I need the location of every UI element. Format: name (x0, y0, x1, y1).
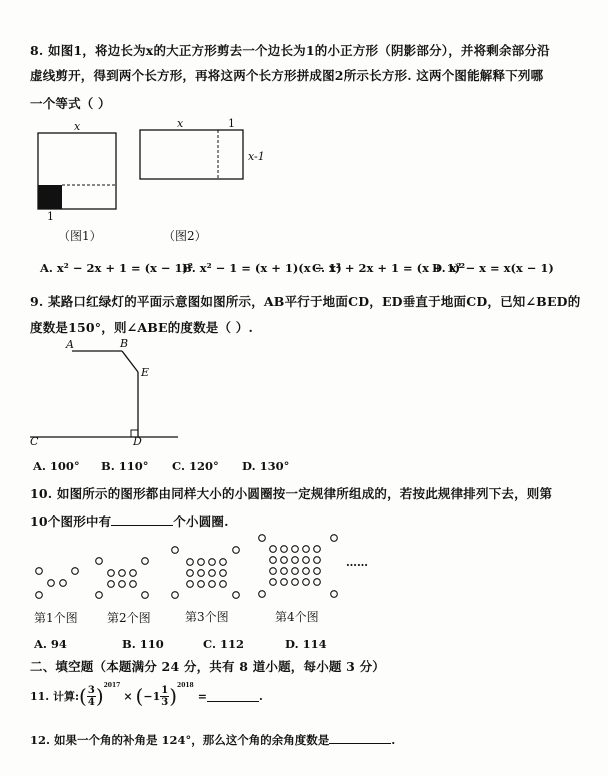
fig2-rectangle (140, 130, 243, 179)
q10-line2 (30, 512, 229, 530)
q8-option-b: B. x² − 1 = (x + 1)(x − 1) (182, 261, 342, 275)
q9-option-b: B. 110° (101, 459, 149, 473)
figure-caption-3: 第3个图 (185, 610, 229, 624)
fig1-bottom-label: 1 (47, 210, 54, 223)
q9-line2: 度数是150°，则∠ABE的度数是（ ）. (30, 320, 254, 335)
fig2-side-label: x-1 (248, 150, 265, 163)
q8-line2: 虚线剪开，得到两个长方形，再将这两个长方形拼成图2所示长方形. 这两个图能解释下列哪 (30, 68, 544, 83)
section-title: 二、填空题（本题满分 24 分，共有 8 道小题，每小题 3 分） (30, 659, 386, 674)
fraction-1-3: $\frac{1}{3}$ (161, 684, 169, 708)
figure-caption-1: 第1个图 (34, 611, 78, 625)
q11-prefix: 11. 计算: (30, 690, 80, 703)
q9-option-d: D. 130° (242, 459, 290, 473)
q11-answer-blank[interactable] (207, 691, 259, 702)
q12-answer-blank[interactable] (329, 733, 391, 744)
fig1-top-label: x (74, 120, 81, 133)
q12-text: 12. 如果一个角的补角是 124°，那么这个角的余角度数是 (30, 733, 330, 747)
label-b: B (120, 337, 129, 350)
fig1-caption: （图1） (58, 229, 102, 243)
q11-expression: 11. 计算: ( $\frac{3}{4}$ ) $^{2017}$ × ( −1 $\frac{1}{3}$ ) $^{2018}$ = . (30, 682, 263, 708)
figure-caption-2: 第2个图 (107, 611, 151, 625)
q10-option-a: A. 94 (34, 637, 67, 651)
q8-option-a: A. x² − 2x + 1 = (x − 1)² (40, 261, 194, 275)
q10-option-b: B. 110 (122, 637, 164, 651)
segment-be (122, 351, 138, 372)
times-sign: × (123, 689, 133, 703)
q10-option-c: C. 112 (203, 637, 244, 651)
q10-line2-suffix: 个小圆圈. (173, 514, 229, 529)
q9-option-a: A. 100° (33, 459, 80, 473)
q10-option-d: D. 114 (285, 637, 327, 651)
exponent-2018: 2018 (177, 682, 194, 689)
fig2-caption: （图2） (163, 229, 207, 243)
label-a: A (66, 338, 74, 351)
fig1-shaded-square (38, 185, 62, 209)
fig2-top-label-x: x (177, 117, 184, 130)
q10-line2-prefix: 10个图形中有 (30, 514, 112, 529)
negative-one: −1 (143, 689, 161, 703)
fraction-3-4: $\frac{3}{4}$ (87, 684, 95, 708)
q8-line3: 一个等式（ ） (30, 96, 111, 111)
q10-answer-blank[interactable] (111, 513, 173, 526)
label-d: D (133, 435, 142, 448)
q8-option-c: C. x² + 2x + 1 = (x + 1)² (312, 261, 466, 275)
q10-line1: 10. 如图所示的图形都由同样大小的小圆圈按一定规律所组成的，若按此规律排列下去，则第 (30, 486, 553, 501)
q8-option-d: D. x² − x = x(x − 1) (432, 261, 554, 275)
label-e: E (141, 366, 150, 379)
ellipsis: …… (346, 556, 368, 569)
q12-end: . (391, 733, 396, 747)
equals-sign: = (197, 689, 207, 703)
exponent-2017: 2017 (103, 682, 121, 689)
q9-option-c: C. 120° (172, 459, 219, 473)
label-c: C (30, 435, 39, 448)
q11-end: . (258, 689, 263, 703)
fig2-top-label-1: 1 (228, 117, 235, 130)
pattern-circles (36, 535, 338, 599)
figure-caption-4: 第4个图 (275, 610, 319, 624)
q12-line (30, 732, 395, 748)
q9-line1: 9. 某路口红绿灯的平面示意图如图所示，AB平行于地面CD，ED垂直于地面CD，已知∠BED的 (30, 294, 581, 309)
q8-line1: 8. 如图1，将边长为x的大正方形剪去一个边长为1的小正方形（阴影部分），并将剩余部分沿 (30, 43, 550, 58)
